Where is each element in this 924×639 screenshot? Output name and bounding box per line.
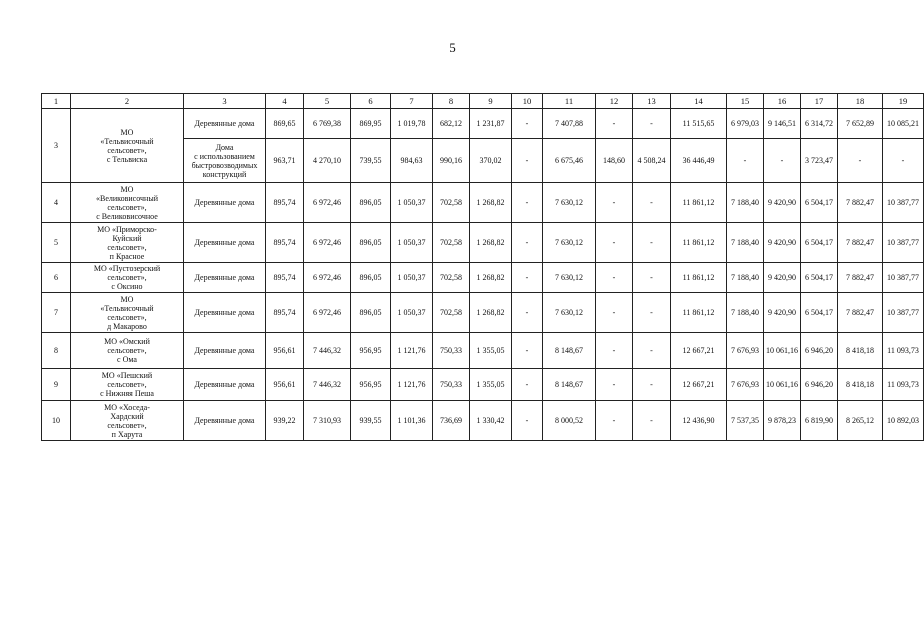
value-cell: 11 861,12 xyxy=(671,223,727,263)
value-cell: 36 446,49 xyxy=(671,139,727,183)
building-type-cell-line: Деревянные дома xyxy=(194,198,255,207)
municipality-cell-line: сельсовет», xyxy=(107,420,147,430)
value-cell: 9 146,51 xyxy=(764,109,801,139)
value-cell: 750,33 xyxy=(433,369,470,401)
building-type-cell-line: Деревянные дома xyxy=(194,346,255,355)
header-cell: 9 xyxy=(470,94,512,109)
row-number-cell: 10 xyxy=(42,401,71,441)
value-cell: - xyxy=(512,263,543,293)
row-number-cell: 9 xyxy=(42,369,71,401)
value-cell: 682,12 xyxy=(433,109,470,139)
value-cell: 7 446,32 xyxy=(304,333,351,369)
header-cell: 14 xyxy=(671,94,727,109)
value-cell: 895,74 xyxy=(266,223,304,263)
building-type-cell xyxy=(184,109,266,139)
value-cell: 1 330,42 xyxy=(470,401,512,441)
value-cell: 869,95 xyxy=(351,109,391,139)
building-type-cell-line: Деревянные дома xyxy=(194,308,255,317)
row-number-cell: 3 xyxy=(42,109,71,183)
table-row xyxy=(42,263,924,293)
data-table xyxy=(41,93,924,441)
value-cell: 7 188,40 xyxy=(727,263,764,293)
value-cell: 739,55 xyxy=(351,139,391,183)
municipality-cell-line: «Тельвисочный xyxy=(100,303,154,313)
municipality-cell xyxy=(71,333,184,369)
header-cell: 1 xyxy=(42,94,71,109)
table-row xyxy=(42,293,924,333)
value-cell: 956,61 xyxy=(266,369,304,401)
value-cell: - xyxy=(512,369,543,401)
value-cell: 7 676,93 xyxy=(727,333,764,369)
value-cell: 6 946,20 xyxy=(801,333,838,369)
value-cell: 8 148,67 xyxy=(543,333,596,369)
value-cell: 12 667,21 xyxy=(671,369,727,401)
value-cell: 148,60 xyxy=(596,139,633,183)
municipality-cell-line: сельсовет», xyxy=(107,273,147,282)
value-cell: - xyxy=(596,263,633,293)
municipality-cell xyxy=(71,223,184,263)
value-cell: 1 101,36 xyxy=(391,401,433,441)
building-type-cell-line: Дома xyxy=(215,142,234,152)
building-type-cell-line: Деревянные дома xyxy=(194,119,255,128)
header-cell: 18 xyxy=(838,94,883,109)
municipality-cell-line: «Великовисочный xyxy=(95,193,158,203)
building-type-cell-line: Деревянные дома xyxy=(194,273,255,282)
value-cell: 4 270,10 xyxy=(304,139,351,183)
value-cell: 8 000,52 xyxy=(543,401,596,441)
municipality-cell xyxy=(71,263,184,293)
value-cell: 6 819,90 xyxy=(801,401,838,441)
value-cell: 7 188,40 xyxy=(727,293,764,333)
value-cell: 6 504,17 xyxy=(801,293,838,333)
building-type-cell-line: Деревянные дома xyxy=(194,416,255,425)
value-cell: 3 723,47 xyxy=(801,139,838,183)
value-cell: - xyxy=(596,369,633,401)
municipality-cell-line: д Макарово xyxy=(107,321,147,331)
building-type-cell xyxy=(184,333,266,369)
value-cell: 6 979,03 xyxy=(727,109,764,139)
value-cell: 1 050,37 xyxy=(391,223,433,263)
value-cell: 10 892,03 xyxy=(883,401,924,441)
municipality-cell-line: с Великовисочное xyxy=(96,211,158,221)
header-row xyxy=(42,94,924,109)
value-cell: 10 061,16 xyxy=(764,333,801,369)
building-type-cell-line: Деревянные дома xyxy=(194,380,255,389)
municipality-cell-line: п Харута xyxy=(111,429,143,439)
table-row xyxy=(42,369,924,401)
value-cell: 1 268,82 xyxy=(470,293,512,333)
value-cell: 1 355,05 xyxy=(470,333,512,369)
value-cell: 7 310,93 xyxy=(304,401,351,441)
value-cell: 11 093,73 xyxy=(883,333,924,369)
value-cell: 7 630,12 xyxy=(543,263,596,293)
value-cell: 7 676,93 xyxy=(727,369,764,401)
value-cell: 8 418,18 xyxy=(838,369,883,401)
value-cell: 1 019,78 xyxy=(391,109,433,139)
value-cell: 12 667,21 xyxy=(671,333,727,369)
value-cell: - xyxy=(633,401,671,441)
value-cell: - xyxy=(838,139,883,183)
value-cell: 11 861,12 xyxy=(671,263,727,293)
value-cell: - xyxy=(633,263,671,293)
municipality-cell xyxy=(71,109,184,183)
value-cell: 11 093,73 xyxy=(883,369,924,401)
value-cell: 6 972,46 xyxy=(304,293,351,333)
municipality-cell-line: МО «Омский xyxy=(104,337,150,346)
value-cell: 1 050,37 xyxy=(391,263,433,293)
value-cell: 10 387,77 xyxy=(883,263,924,293)
header-cell: 4 xyxy=(266,94,304,109)
value-cell: 984,63 xyxy=(391,139,433,183)
value-cell: 702,58 xyxy=(433,223,470,263)
value-cell: 1 121,76 xyxy=(391,369,433,401)
municipality-cell-line: с Тельвиска xyxy=(106,154,148,164)
value-cell: 9 878,23 xyxy=(764,401,801,441)
municipality-cell-line: с Оксино xyxy=(111,282,143,291)
municipality-cell xyxy=(71,369,184,401)
value-cell: - xyxy=(512,109,543,139)
municipality-cell-line: сельсовет», xyxy=(107,346,147,355)
municipality-cell-line: сельсовет», xyxy=(107,380,147,389)
value-cell: 12 436,90 xyxy=(671,401,727,441)
municipality-cell-line: МО «Хоседа- xyxy=(104,402,150,412)
value-cell: 963,71 xyxy=(266,139,304,183)
value-cell: 4 508,24 xyxy=(633,139,671,183)
value-cell: 7 630,12 xyxy=(543,223,596,263)
building-type-cell-line: быстровозводимых xyxy=(191,160,258,170)
municipality-cell-line: с Ома xyxy=(117,355,137,364)
value-cell: 1 231,87 xyxy=(470,109,512,139)
value-cell: 9 420,90 xyxy=(764,183,801,223)
value-cell: - xyxy=(633,333,671,369)
row-number-cell: 6 xyxy=(42,263,71,293)
building-type-cell xyxy=(184,223,266,263)
value-cell: 7 446,32 xyxy=(304,369,351,401)
value-cell: 8 148,67 xyxy=(543,369,596,401)
municipality-cell-line: Хардский xyxy=(110,411,144,421)
value-cell: 6 972,46 xyxy=(304,263,351,293)
value-cell: 7 407,88 xyxy=(543,109,596,139)
row-number-cell: 4 xyxy=(42,183,71,223)
header-cell: 10 xyxy=(512,94,543,109)
value-cell: - xyxy=(596,333,633,369)
value-cell: - xyxy=(596,293,633,333)
value-cell: 1 268,82 xyxy=(470,263,512,293)
value-cell: - xyxy=(512,293,543,333)
value-cell: 702,58 xyxy=(433,263,470,293)
value-cell: 8 265,12 xyxy=(838,401,883,441)
building-type-cell xyxy=(184,293,266,333)
value-cell: 7 882,47 xyxy=(838,183,883,223)
value-cell: - xyxy=(596,109,633,139)
header-cell: 19 xyxy=(883,94,924,109)
header-cell: 7 xyxy=(391,94,433,109)
value-cell: - xyxy=(633,293,671,333)
municipality-cell-line: сельсовет», xyxy=(107,242,147,252)
value-cell: 7 537,35 xyxy=(727,401,764,441)
table-row xyxy=(42,183,924,223)
value-cell: 896,05 xyxy=(351,263,391,293)
value-cell: 896,05 xyxy=(351,223,391,263)
value-cell: - xyxy=(596,223,633,263)
table-row xyxy=(42,401,924,441)
municipality-cell-line: МО «Пешский xyxy=(101,371,153,380)
municipality-cell xyxy=(71,293,184,333)
building-type-cell xyxy=(184,139,266,183)
municipality-cell xyxy=(71,183,184,223)
value-cell: 7 882,47 xyxy=(838,223,883,263)
value-cell: 869,65 xyxy=(266,109,304,139)
value-cell: 9 420,90 xyxy=(764,223,801,263)
value-cell: 1 050,37 xyxy=(391,183,433,223)
value-cell: - xyxy=(512,401,543,441)
value-cell: 7 188,40 xyxy=(727,183,764,223)
municipality-cell-line: МО xyxy=(120,184,134,194)
header-cell: 13 xyxy=(633,94,671,109)
value-cell: 11 515,65 xyxy=(671,109,727,139)
value-cell: 750,33 xyxy=(433,333,470,369)
value-cell: 702,58 xyxy=(433,293,470,333)
value-cell: - xyxy=(512,223,543,263)
value-cell: 10 387,77 xyxy=(883,223,924,263)
value-cell: - xyxy=(512,139,543,183)
value-cell: - xyxy=(727,139,764,183)
value-cell: 939,22 xyxy=(266,401,304,441)
municipality-cell-line: «Тельвисочный xyxy=(100,136,154,146)
building-type-cell xyxy=(184,401,266,441)
value-cell: - xyxy=(633,183,671,223)
municipality-cell-line: с Нижняя Пеша xyxy=(100,389,154,398)
value-cell: 895,74 xyxy=(266,183,304,223)
header-cell: 11 xyxy=(543,94,596,109)
page-number: 5 xyxy=(449,40,456,55)
value-cell: - xyxy=(764,139,801,183)
value-cell: 895,74 xyxy=(266,293,304,333)
building-type-cell-line: Деревянные дома xyxy=(194,238,255,247)
value-cell: 9 420,90 xyxy=(764,293,801,333)
header-cell: 17 xyxy=(801,94,838,109)
municipality-cell-line: Куйский xyxy=(112,233,142,243)
value-cell: - xyxy=(883,139,924,183)
row-number-cell: 7 xyxy=(42,293,71,333)
value-cell: 9 420,90 xyxy=(764,263,801,293)
building-type-cell-line: конструкций xyxy=(202,169,247,179)
building-type-cell xyxy=(184,369,266,401)
value-cell: - xyxy=(633,223,671,263)
building-type-cell xyxy=(184,263,266,293)
value-cell: 10 061,16 xyxy=(764,369,801,401)
value-cell: 736,69 xyxy=(433,401,470,441)
table-row xyxy=(42,223,924,263)
header-cell: 12 xyxy=(596,94,633,109)
value-cell: - xyxy=(596,401,633,441)
value-cell: 11 861,12 xyxy=(671,183,727,223)
header-cell: 5 xyxy=(304,94,351,109)
value-cell: 702,58 xyxy=(433,183,470,223)
building-type-cell-line: с использованием xyxy=(194,151,255,161)
value-cell: 1 121,76 xyxy=(391,333,433,369)
header-cell: 3 xyxy=(184,94,266,109)
value-cell: 6 504,17 xyxy=(801,223,838,263)
value-cell: 7 882,47 xyxy=(838,263,883,293)
value-cell: 8 418,18 xyxy=(838,333,883,369)
value-cell: 6 946,20 xyxy=(801,369,838,401)
value-cell: 7 188,40 xyxy=(727,223,764,263)
value-cell: 10 387,77 xyxy=(883,183,924,223)
value-cell: - xyxy=(633,369,671,401)
municipality-cell-line: МО xyxy=(120,127,134,137)
municipality-cell-line: п Красное xyxy=(109,251,145,261)
municipality-cell-line: сельсовет», xyxy=(107,145,147,155)
value-cell: 990,16 xyxy=(433,139,470,183)
value-cell: 1 268,82 xyxy=(470,183,512,223)
value-cell: 1 050,37 xyxy=(391,293,433,333)
value-cell: - xyxy=(596,183,633,223)
value-cell: 939,55 xyxy=(351,401,391,441)
municipality-cell-line: сельсовет», xyxy=(107,312,147,322)
value-cell: 956,61 xyxy=(266,333,304,369)
value-cell: 6 504,17 xyxy=(801,183,838,223)
value-cell: 6 675,46 xyxy=(543,139,596,183)
value-cell: 1 268,82 xyxy=(470,223,512,263)
municipality-cell-line: МО «Приморско- xyxy=(97,224,157,234)
row-number-cell: 8 xyxy=(42,333,71,369)
value-cell: 896,05 xyxy=(351,183,391,223)
header-cell: 16 xyxy=(764,94,801,109)
value-cell: 6 504,17 xyxy=(801,263,838,293)
value-cell: 11 861,12 xyxy=(671,293,727,333)
table-row xyxy=(42,333,924,369)
value-cell: 896,05 xyxy=(351,293,391,333)
value-cell: 7 652,89 xyxy=(838,109,883,139)
header-cell: 6 xyxy=(351,94,391,109)
value-cell: 370,02 xyxy=(470,139,512,183)
table-row xyxy=(42,109,924,139)
value-cell: 6 972,46 xyxy=(304,183,351,223)
header-cell: 15 xyxy=(727,94,764,109)
value-cell: 6 972,46 xyxy=(304,223,351,263)
value-cell: - xyxy=(512,333,543,369)
header-cell: 2 xyxy=(71,94,184,109)
building-type-cell xyxy=(184,183,266,223)
municipality-cell-line: МО «Пустозерский xyxy=(93,264,161,273)
value-cell: 1 355,05 xyxy=(470,369,512,401)
municipality-cell-line: сельсовет», xyxy=(107,202,147,212)
value-cell: 7 630,12 xyxy=(543,183,596,223)
value-cell: 7 630,12 xyxy=(543,293,596,333)
value-cell: 895,74 xyxy=(266,263,304,293)
municipality-cell xyxy=(71,401,184,441)
header-cell: 8 xyxy=(433,94,470,109)
municipality-cell-line: МО xyxy=(120,294,134,304)
value-cell: - xyxy=(633,109,671,139)
value-cell: 10 085,21 xyxy=(883,109,924,139)
row-number-cell: 5 xyxy=(42,223,71,263)
value-cell: - xyxy=(512,183,543,223)
value-cell: 7 882,47 xyxy=(838,293,883,333)
value-cell: 6 314,72 xyxy=(801,109,838,139)
value-cell: 956,95 xyxy=(351,369,391,401)
value-cell: 10 387,77 xyxy=(883,293,924,333)
value-cell: 6 769,38 xyxy=(304,109,351,139)
value-cell: 956,95 xyxy=(351,333,391,369)
